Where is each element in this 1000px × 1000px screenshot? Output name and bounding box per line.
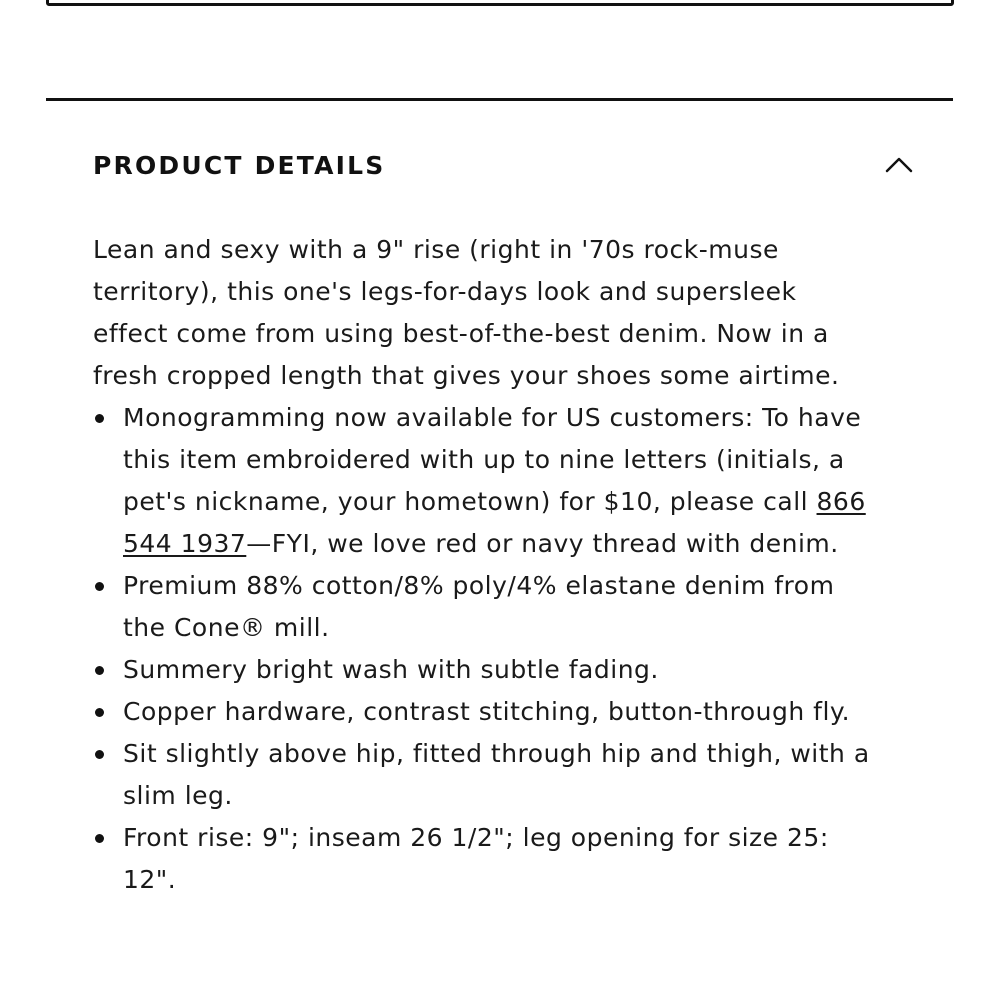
list-item-fabric: Premium 88% cotton/8% poly/4% elastane denim from the Cone® mill. [123, 565, 873, 649]
list-item-measurements: Front rise: 9"; inseam 26 1/2"; leg opening for size 25: 12". [123, 817, 873, 901]
monogram-text: Monogramming now available for US customers: To have this item embroidered with up to nine letters (initials, a pet's nickname, your hometown) for $10, please call [123, 403, 862, 516]
section-divider [46, 98, 953, 101]
previous-section-box [46, 0, 954, 6]
list-item-monogram [123, 397, 873, 565]
monogram-text-end: —FYI, we love red or navy thread with denim. [246, 529, 839, 558]
product-details-header[interactable] [93, 140, 913, 190]
list-item-wash: Summery bright wash with subtle fading. [123, 649, 873, 691]
list-item-fit: Sit slightly above hip, fitted through hip and thigh, with a slim leg. [123, 733, 873, 817]
details-list [93, 397, 873, 901]
product-details-content [93, 229, 873, 901]
product-description: Lean and sexy with a 9" rise (right in '70s rock-muse territory), this one's legs-for-days look and supersleek effect come from using best-of-the-best denim. Now in a fresh cropped length that gives your shoes some airtime. [93, 235, 840, 390]
chevron-up-icon[interactable] [885, 151, 913, 179]
list-item-hardware: Copper hardware, contrast stitching, button-through fly. [123, 691, 873, 733]
phone-link[interactable]: 866 544 1937 [123, 487, 866, 558]
section-title: PRODUCT DETAILS [93, 150, 386, 180]
